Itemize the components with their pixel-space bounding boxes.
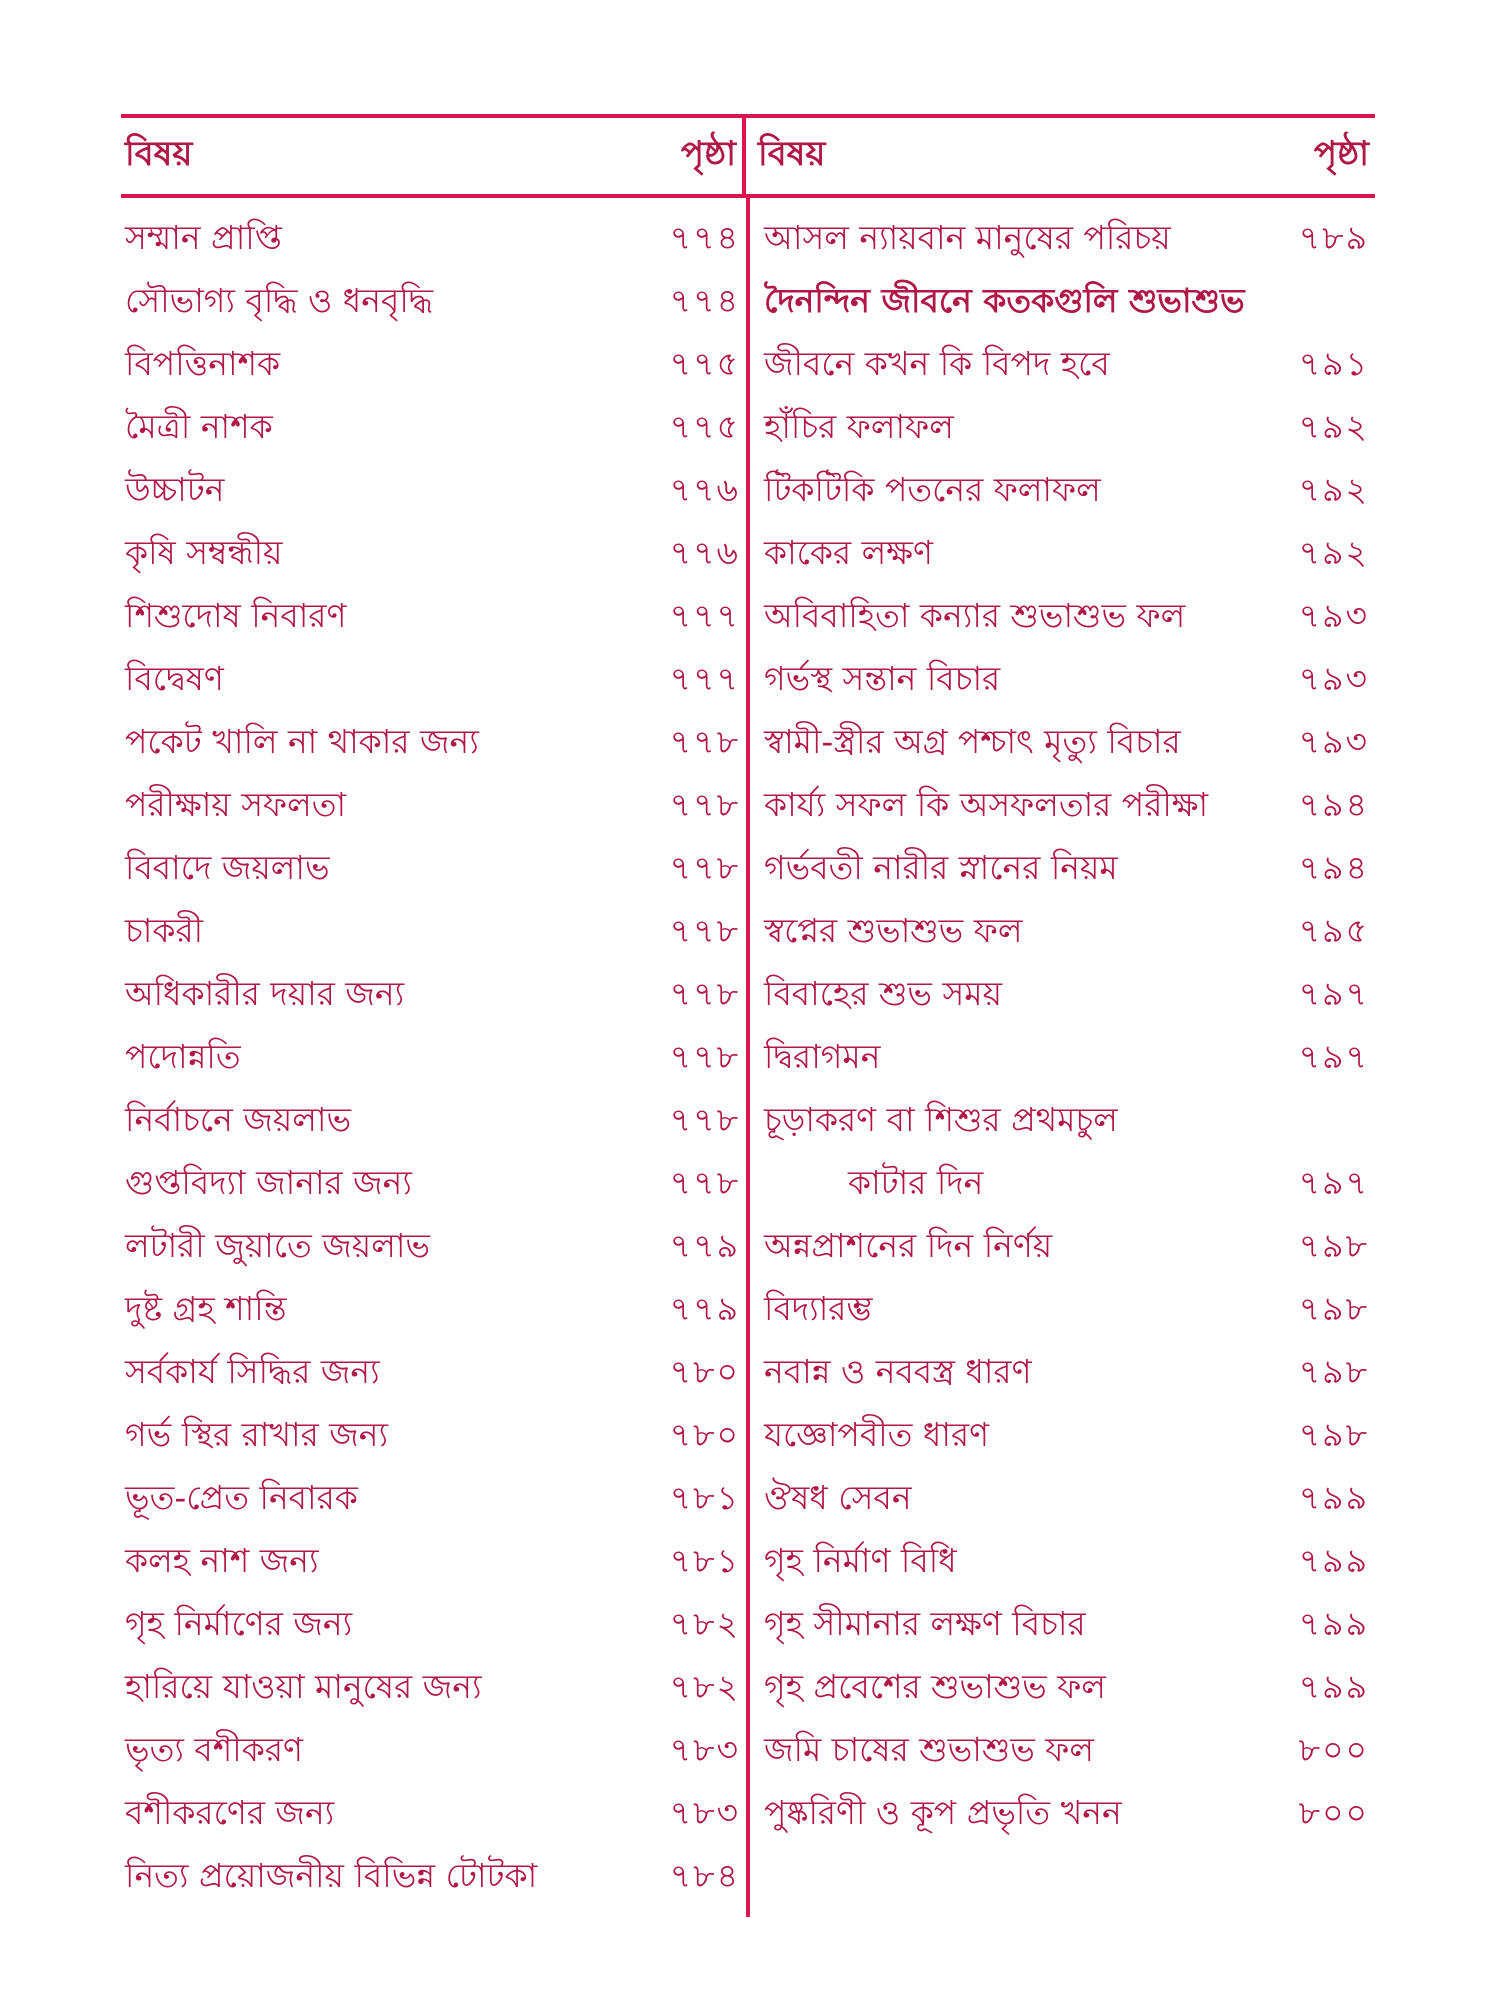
toc-entry — [750, 460, 1375, 523]
entry-title: হাঁচির ফলাফল — [764, 406, 954, 446]
toc-entry — [121, 964, 746, 1027]
toc-entry — [121, 460, 746, 523]
toc-entry — [121, 1846, 746, 1909]
entry-title: পরীক্ষায় সফলতা — [125, 784, 347, 824]
entry-title: নবান্ন ও নববস্ত্র ধারণ — [764, 1351, 1032, 1391]
toc-entry — [750, 1027, 1375, 1090]
toc-entry — [750, 271, 1375, 334]
entry-page-number: ৭৯৩ — [1298, 658, 1369, 698]
entry-page-number: ৭৯৫ — [1298, 910, 1369, 950]
entry-title: গর্ভবতী নারীর স্নানের নিয়ম — [764, 847, 1118, 887]
entry-title: অন্নপ্রাশনের দিন নির্ণয় — [764, 1225, 1053, 1265]
entry-page-number: ৭৭৭ — [669, 658, 740, 698]
entry-page-number: ৭৭৮ — [669, 973, 740, 1013]
entry-title: স্বামী-স্ত্রীর অগ্র পশ্চাৎ মৃত্যু বিচার — [764, 721, 1181, 761]
left-header — [121, 118, 746, 194]
toc-entry — [750, 1090, 1375, 1153]
entry-title: আসল ন্যায়বান মানুষের পরিচয় — [764, 217, 1171, 257]
entry-page-number: ৭৯৮ — [1298, 1351, 1369, 1391]
toc-entry — [121, 397, 746, 460]
toc-entry — [121, 1468, 746, 1531]
entry-page-number: ৭৯৭ — [1298, 973, 1369, 1013]
entry-page-number: ৭৯৮ — [1298, 1288, 1369, 1328]
entry-title: কাটার দিন — [848, 1162, 984, 1202]
entry-page-number: ৭৭৬ — [669, 469, 740, 509]
table-of-contents — [121, 114, 1375, 1917]
toc-entry — [750, 1783, 1375, 1846]
right-column — [750, 198, 1375, 1917]
entry-page-number: ৭৯৩ — [1298, 721, 1369, 761]
entry-page-number: ৭৯৭ — [1298, 1162, 1369, 1202]
entry-page-number: ৭৯৭ — [1298, 1036, 1369, 1076]
entry-title: গুপ্তবিদ্যা জানার জন্য — [125, 1162, 412, 1202]
entry-title: অধিকারীর দয়ার জন্য — [125, 973, 405, 1013]
toc-entry — [121, 1153, 746, 1216]
entry-page-number: ৭৭৭ — [669, 595, 740, 635]
entry-title: ভূত-প্রেত নিবারক — [125, 1477, 358, 1517]
toc-entry — [750, 1405, 1375, 1468]
toc-entry — [121, 838, 746, 901]
entry-page-number: ৭৯৩ — [1298, 595, 1369, 635]
entry-title: অবিবাহিতা কন্যার শুভাশুভ ফল — [764, 595, 1186, 635]
toc-entry — [750, 1657, 1375, 1720]
entry-title: বশীকরণের জন্য — [125, 1792, 335, 1832]
entry-title: দুষ্ট গ্রহ শান্তি — [125, 1288, 287, 1328]
entry-title: চাকরী — [125, 910, 204, 950]
entry-title: কলহ নাশ জন্য — [125, 1540, 319, 1580]
entry-title: গর্ভ স্থির রাখার জন্য — [125, 1414, 389, 1454]
entry-page-number: ৭৭৮ — [669, 847, 740, 887]
entry-title: হারিয়ে যাওয়া মানুষের জন্য — [125, 1666, 482, 1706]
entry-page-number: ৭৭৮ — [669, 721, 740, 761]
entry-title: মৈত্রী নাশক — [125, 406, 273, 446]
entry-title: ঔষধ সেবন — [764, 1477, 912, 1517]
entry-title: চূড়াকরণ বা শিশুর প্রথমচুল — [764, 1099, 1118, 1139]
toc-entry — [121, 1279, 746, 1342]
entry-title: শিশুদোষ নিবারণ — [125, 595, 347, 635]
entry-page-number: ৭৭৮ — [669, 1162, 740, 1202]
entry-title: সর্বকার্য সিদ্ধির জন্য — [125, 1351, 380, 1391]
entry-page-number: ৭৯৯ — [1298, 1477, 1369, 1517]
entry-page-number: ৭৭৮ — [669, 1099, 740, 1139]
entry-title: যজ্ঞোপবীত ধারণ — [764, 1414, 990, 1454]
toc-entry — [121, 586, 746, 649]
entry-page-number: ৭৭৫ — [669, 406, 740, 446]
toc-entry — [750, 523, 1375, 586]
right-page-heading: পৃষ্ঠা — [1313, 133, 1369, 174]
entry-title: কার্য্য সফল কি অসফলতার পরীক্ষা — [764, 784, 1209, 824]
entry-page-number: ৭৮০ — [669, 1414, 740, 1454]
entry-page-number: ৭৮১ — [669, 1540, 740, 1580]
right-subject-heading: বিষয় — [758, 133, 826, 174]
entry-page-number: ৭৯৮ — [1298, 1414, 1369, 1454]
toc-body — [121, 198, 1375, 1917]
toc-entry — [121, 1657, 746, 1720]
entry-title: স্বপ্নের শুভাশুভ ফল — [764, 910, 1023, 950]
entry-title: বিপত্তিনাশক — [125, 343, 281, 383]
toc-entry — [750, 901, 1375, 964]
entry-title: সৌভাগ্য বৃদ্ধি ও ধনবৃদ্ধি — [125, 280, 433, 320]
entry-page-number: ৭৭৫ — [669, 343, 740, 383]
entry-page-number: ৭৯২ — [1298, 469, 1369, 509]
entry-title: নিত্য প্রয়োজনীয় বিভিন্ন টোটকা — [125, 1855, 538, 1895]
toc-entry — [121, 1405, 746, 1468]
toc-entry — [750, 712, 1375, 775]
entry-page-number: ৭৭৯ — [669, 1225, 740, 1265]
entry-page-number: ৭৭৪ — [669, 217, 740, 257]
toc-entry — [121, 1531, 746, 1594]
entry-title: উচ্চাটন — [125, 469, 225, 509]
left-column — [121, 198, 750, 1917]
left-subject-heading: বিষয় — [125, 133, 193, 174]
entry-page-number: ৮০০ — [1298, 1729, 1369, 1769]
entry-page-number: ৭৯২ — [1298, 532, 1369, 572]
toc-entry — [121, 712, 746, 775]
entry-title: ভৃত্য বশীকরণ — [125, 1729, 303, 1769]
entry-page-number: ৭৭৮ — [669, 910, 740, 950]
toc-entry — [121, 1216, 746, 1279]
entry-title: টিকটিকি পতনের ফলাফল — [764, 469, 1101, 509]
toc-entry — [750, 1279, 1375, 1342]
entry-page-number: ৭৮১ — [669, 1477, 740, 1517]
entry-page-number: ৭৮৩ — [669, 1729, 740, 1769]
entry-title: লটারী জুয়াতে জয়লাভ — [125, 1225, 430, 1265]
entry-page-number: ৭৮৪ — [669, 1855, 740, 1895]
entry-title: বিদ্যারম্ভ — [764, 1288, 873, 1328]
entry-title: কৃষি সম্বন্ধীয় — [125, 532, 283, 572]
entry-page-number: ৭৭৬ — [669, 532, 740, 572]
toc-header — [121, 118, 1375, 198]
entry-page-number: ৭৮২ — [669, 1603, 740, 1643]
entry-title: বিবাদে জয়লাভ — [125, 847, 330, 887]
entry-page-number: ৭৯৪ — [1298, 784, 1369, 824]
entry-title: গৃহ সীমানার লক্ষণ বিচার — [764, 1603, 1086, 1643]
entry-page-number: ৮০০ — [1298, 1792, 1369, 1832]
entry-title: দ্বিরাগমন — [764, 1036, 881, 1076]
toc-entry — [121, 1594, 746, 1657]
toc-entry — [121, 1342, 746, 1405]
entry-page-number: ৭৯৯ — [1298, 1540, 1369, 1580]
entry-title: সম্মান প্রাপ্তি — [125, 217, 282, 257]
right-header — [746, 118, 1375, 194]
entry-page-number: ৭৭৯ — [669, 1288, 740, 1328]
toc-entry — [750, 1216, 1375, 1279]
entry-title: গর্ভস্থ সন্তান বিচার — [764, 658, 1001, 698]
entry-title: জমি চাষের শুভাশুভ ফল — [764, 1729, 1095, 1769]
entry-page-number: ৭৯১ — [1298, 343, 1369, 383]
entry-page-number: ৭৮৩ — [669, 1792, 740, 1832]
entry-page-number: ৭৭৮ — [669, 784, 740, 824]
entry-page-number: ৭৯৯ — [1298, 1666, 1369, 1706]
entry-title: নির্বাচনে জয়লাভ — [125, 1099, 352, 1139]
entry-page-number: ৭৮৯ — [1298, 217, 1369, 257]
toc-entry — [750, 1720, 1375, 1783]
entry-title: বিদ্বেষণ — [125, 658, 224, 698]
toc-entry — [121, 271, 746, 334]
toc-entry — [750, 775, 1375, 838]
toc-entry — [750, 838, 1375, 901]
entry-page-number: ৭৭৮ — [669, 1036, 740, 1076]
toc-entry — [121, 1090, 746, 1153]
entry-page-number: ৭৯৯ — [1298, 1603, 1369, 1643]
toc-entry — [750, 397, 1375, 460]
toc-entry — [121, 1783, 746, 1846]
toc-entry — [750, 208, 1375, 271]
entry-title: বিবাহের শুভ সময় — [764, 973, 1003, 1013]
toc-entry — [121, 1720, 746, 1783]
entry-title: জীবনে কখন কি বিপদ হবে — [764, 343, 1110, 383]
entry-page-number: ৭৮২ — [669, 1666, 740, 1706]
toc-entry — [121, 523, 746, 586]
entry-page-number: ৭৭৪ — [669, 280, 740, 320]
toc-entry — [121, 1027, 746, 1090]
toc-entry — [121, 649, 746, 712]
toc-entry — [750, 1468, 1375, 1531]
entry-title: গৃহ নির্মাণ বিধি — [764, 1540, 957, 1580]
entry-page-number: ৭৯৮ — [1298, 1225, 1369, 1265]
toc-entry — [121, 334, 746, 397]
toc-entry — [750, 334, 1375, 397]
toc-entry — [750, 1342, 1375, 1405]
toc-entry — [750, 1594, 1375, 1657]
toc-entry — [750, 586, 1375, 649]
entry-title: দৈনন্দিন জীবনে কতকগুলি শুভাশুভ — [764, 280, 1245, 320]
entry-title: কাকের লক্ষণ — [764, 532, 933, 572]
toc-entry — [750, 649, 1375, 712]
entry-title: পুষ্করিণী ও কূপ প্রভৃতি খনন — [764, 1792, 1122, 1832]
entry-title: গৃহ প্রবেশের শুভাশুভ ফল — [764, 1666, 1106, 1706]
toc-entry — [750, 1153, 1375, 1216]
toc-entry — [750, 964, 1375, 1027]
toc-entry — [750, 1531, 1375, 1594]
entry-title: গৃহ নির্মাণের জন্য — [125, 1603, 353, 1643]
entry-page-number: ৭৯৪ — [1298, 847, 1369, 887]
entry-title: পদোন্নতি — [125, 1036, 241, 1076]
toc-entry — [121, 208, 746, 271]
entry-page-number: ৭৮০ — [669, 1351, 740, 1391]
entry-page-number: ৭৯২ — [1298, 406, 1369, 446]
left-page-heading: পৃষ্ঠা — [680, 133, 736, 174]
entry-title: পকেট খালি না থাকার জন্য — [125, 721, 479, 761]
toc-entry — [121, 901, 746, 964]
toc-entry — [121, 775, 746, 838]
